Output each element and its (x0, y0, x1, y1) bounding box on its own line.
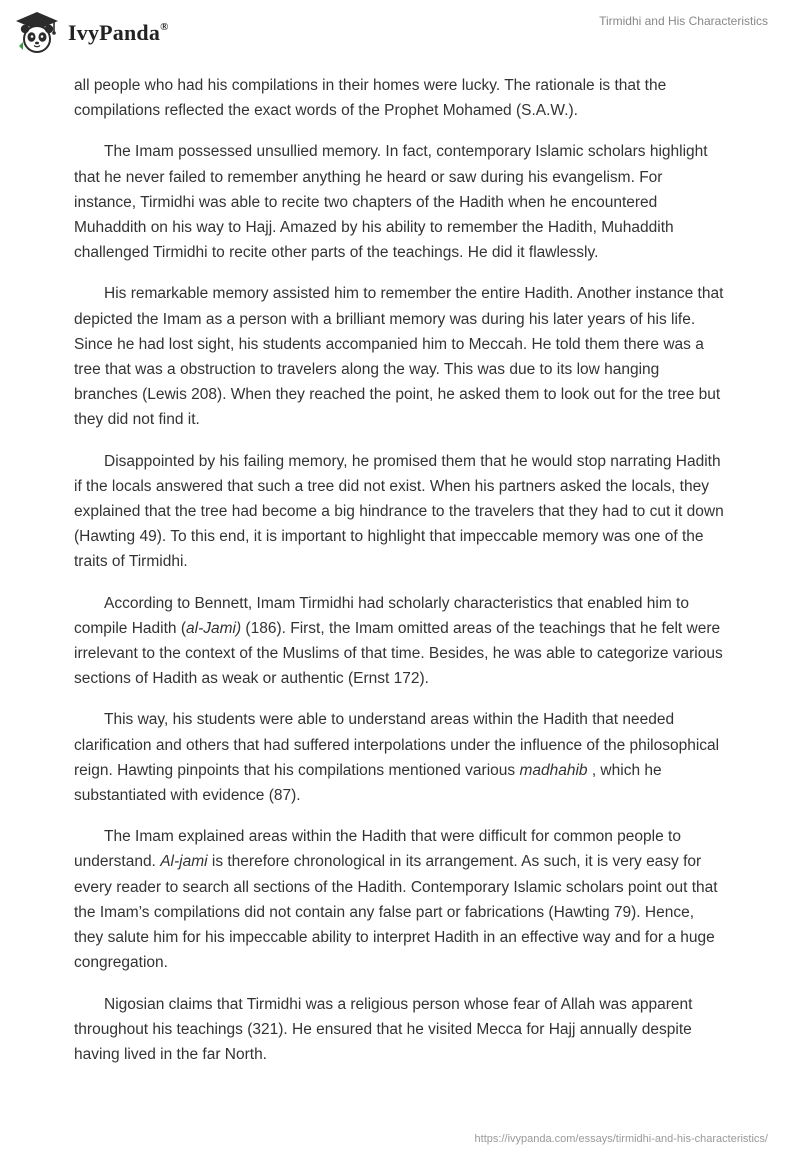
panda-graduate-logo-icon (14, 10, 60, 56)
paragraph-6-text-end: , which he substantiated with evidence (87). (74, 761, 662, 805)
paragraph-5-text: According to Bennett, Imam Tirmidhi had scholarly characteristics that enabled him to compile Hadith ( (74, 594, 689, 637)
brand-name (68, 20, 169, 46)
paragraph-7 (74, 824, 726, 975)
paragraph-6-emphasis: madhahib (519, 761, 588, 779)
essay-body (74, 73, 726, 1083)
paragraph-3: His remarkable memory assisted him to remember the entire Hadith. Another instance that depicted the Imam as a person with a brilliant memory was during his later years of his life. Since he had lost sight, his students accompanied him to Meccah. He told them there was a tree that was a obstruction to travelers along the way. This was due to its low hanging branches (Lewis 208). When they reached the point, he asked them to look out for the tree but they did not find it. (74, 285, 724, 429)
paragraph-6 (74, 707, 726, 808)
paragraph-4: Disappointed by his failing memory, he promised them that he would stop narrating Hadith if the locals answered that such a tree did not exist. When his partners asked the locals, they explained that the tree had become a big hindrance to the travelers that they had to cut it down (Hawting 49). To this end, it is important to highlight that impeccable memory was one of the traits of Tirmidhi. (74, 452, 724, 571)
paragraph-7-text: The Imam explained areas within the Hadith that were difficult for common people to understand. (74, 828, 681, 871)
document-title: Tirmidhi and His Characteristics (599, 14, 768, 28)
source-url-link[interactable]: https://ivypanda.com/essays/tirmidhi-and-his-characteristics/ (474, 1133, 768, 1145)
paragraph-1: all people who had his compilations in their homes were lucky. The rationale is that the compilations reflected the exact words of the Prophet Mohamed (S.A.W.). (74, 77, 667, 120)
paragraph-5-text-end: (186). First, the Imam omitted areas of the teachings that he felt were irrelevant to the context of the Muslims of that time. Besides, he was able to categorize various sections of Hadith as weak or authentic (Ernst 172). (74, 619, 723, 688)
paragraph-5 (74, 591, 726, 692)
paragraph-2: The Imam possessed unsullied memory. In fact, contemporary Islamic scholars highlight that he never failed to remember anything he heard or saw during his evangelism. For instance, Tirmidhi was able to recite two chapters of the Hadith when he encountered Muhaddith on his way to Hajj. Amazed by his ability to remember the Hadith, Muhaddith challenged Tirmidhi to recite other parts of the teachings. He did it flawlessly. (74, 143, 708, 262)
brand-registered-mark: ® (160, 20, 169, 33)
brand-text: IvyPanda (68, 20, 161, 45)
paragraph-5-emphasis: al-Jami) (186, 619, 242, 637)
page-header (0, 0, 800, 70)
brand-logo[interactable] (14, 10, 169, 56)
paragraph-7-text-end: is therefore chronological in its arrangement. As such, it is very easy for every reader to search all sections of the Hadith. Contemporary Islamic scholars point out that the Imam’s compilations did not contain any false part or fabrications (Hawting 79). Hence, they salute him for his impeccable ability to interpret Hadith in an effective way and for a huge congregation. (74, 853, 718, 972)
paragraph-8: Nigosian claims that Tirmidhi was a religious person whose fear of Allah was apparent throughout his teachings (321). He ensured that he visited Mecca for Hajj annually despite having lived in the far North. (74, 995, 693, 1063)
paragraph-6-text: This way, his students were able to understand areas within the Hadith that needed clarification and others that had suffered interpolations under the influence of the philosophical reign. Hawting pinpoints that his compilations mentioned various (74, 711, 720, 779)
paragraph-7-emphasis: Al-jami (160, 853, 208, 871)
